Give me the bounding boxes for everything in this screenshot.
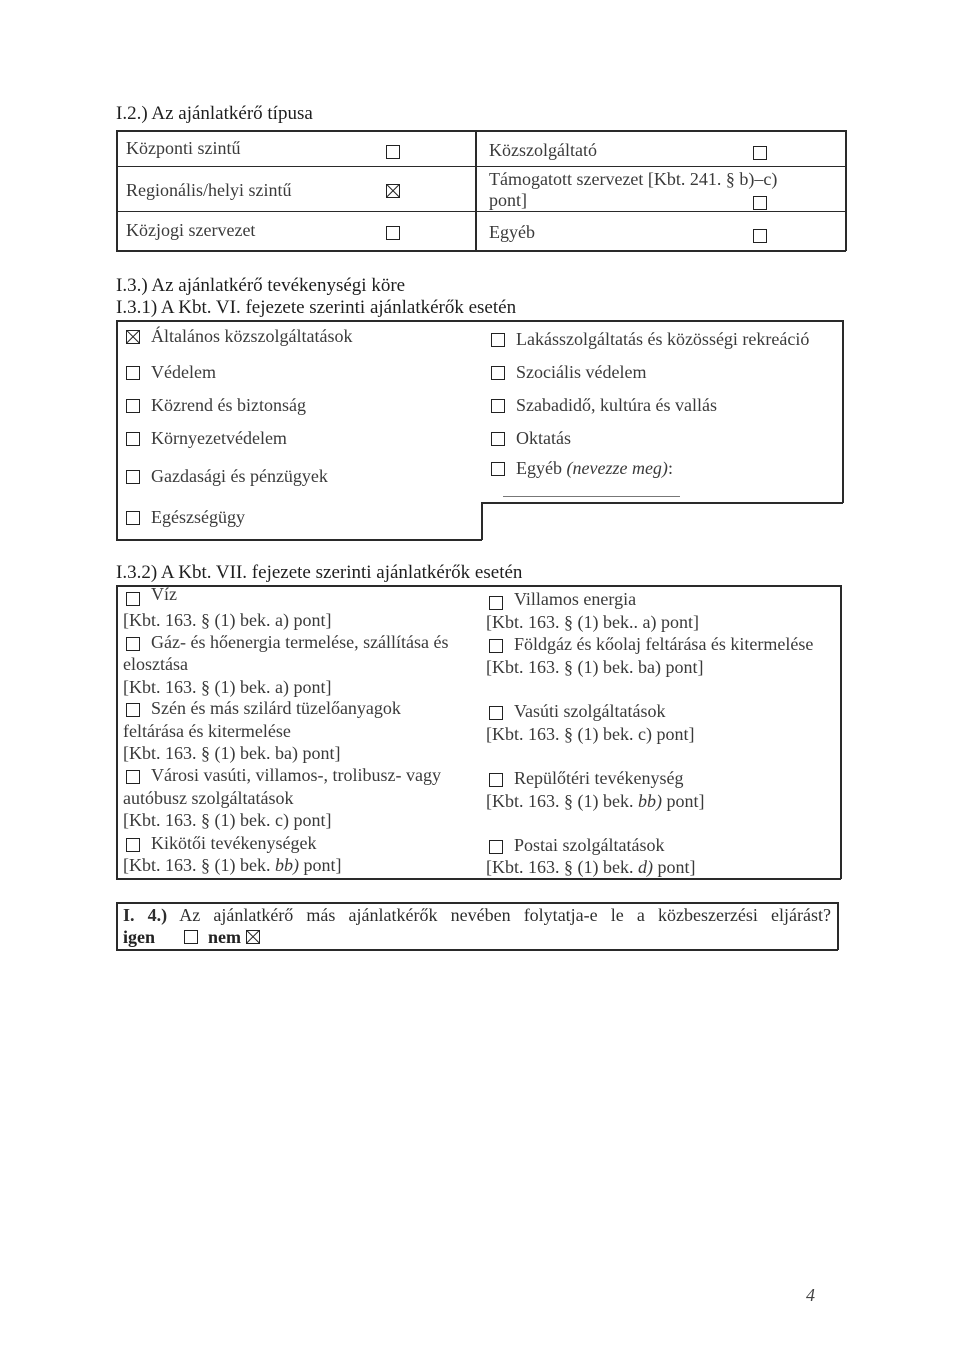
utility-electricity-ref: [Kbt. 163. § (1) bek.. a) pont] bbox=[486, 612, 699, 632]
utility-coal-ref: [Kbt. 163. § (1) bek. ba) pont] bbox=[123, 743, 341, 763]
utility-airport-ref: [Kbt. 163. § (1) bek. bb) pont] bbox=[486, 791, 705, 811]
answer-yes-checkbox[interactable] bbox=[184, 930, 198, 944]
type-label-other: Egyéb bbox=[489, 222, 535, 242]
activity-other-fill-line[interactable] bbox=[503, 496, 680, 497]
activity-general-checkbox[interactable] bbox=[126, 330, 140, 344]
utility-urban-transport-ref: [Kbt. 163. § (1) bek. c) pont] bbox=[123, 810, 332, 830]
utility-coal-label-2: feltárása és kitermelése bbox=[123, 721, 291, 741]
utility-postal-ref: [Kbt. 163. § (1) bek. d) pont] bbox=[486, 857, 696, 877]
utility-airport-label: Repülőtéri tevékenység bbox=[514, 768, 684, 788]
utility-oil-gas-checkbox[interactable] bbox=[489, 639, 503, 653]
activity-defence-checkbox[interactable] bbox=[126, 366, 140, 380]
utility-electricity-checkbox[interactable] bbox=[489, 596, 503, 610]
activity-economy-checkbox[interactable] bbox=[126, 470, 140, 484]
utility-gas-heat-ref: [Kbt. 163. § (1) bek. a) pont] bbox=[123, 677, 332, 697]
utility-electricity-label: Villamos energia bbox=[514, 589, 637, 609]
activity-leisure-label: Szabadidő, kultúra és vallás bbox=[516, 395, 717, 415]
activity-public-order-checkbox[interactable] bbox=[126, 399, 140, 413]
utility-port-ref: [Kbt. 163. § (1) bek. bb) pont] bbox=[123, 855, 342, 875]
utility-rail-ref: [Kbt. 163. § (1) bek. c) pont] bbox=[486, 724, 695, 744]
type-label-public-law: Közjogi szervezet bbox=[126, 220, 256, 240]
utility-water-ref: [Kbt. 163. § (1) bek. a) pont] bbox=[123, 610, 332, 630]
activity-education-label: Oktatás bbox=[516, 428, 571, 448]
answer-no-label: nem bbox=[208, 927, 241, 947]
type-label-regional: Regionális/helyi szintű bbox=[126, 180, 292, 200]
utility-urban-transport-label-1: Városi vasúti, villamos-, trolibusz- vagy bbox=[151, 765, 441, 785]
utility-gas-heat-label-1: Gáz- és hőenergia termelése, szállítása és bbox=[151, 632, 449, 652]
utility-coal-label-1: Szén és más szilárd tüzelőanyagok bbox=[151, 698, 401, 718]
activity-environment-label: Környezetvédelem bbox=[151, 428, 287, 448]
type-central-checkbox[interactable] bbox=[386, 145, 400, 159]
activity-general-label: Általános közszolgáltatások bbox=[151, 326, 353, 346]
type-public-law-checkbox[interactable] bbox=[386, 226, 400, 240]
section-i2-title: I.2.) Az ajánlatkérő típusa bbox=[116, 103, 313, 124]
utility-postal-label: Postai szolgáltatások bbox=[514, 835, 665, 855]
utility-urban-transport-checkbox[interactable] bbox=[126, 770, 140, 784]
utility-gas-heat-label-2: elosztása bbox=[123, 654, 188, 674]
activity-other-checkbox[interactable] bbox=[491, 462, 505, 476]
section-i4-question-line bbox=[123, 905, 831, 926]
type-supported-checkbox[interactable] bbox=[753, 196, 767, 210]
utility-oil-gas-label: Földgáz és kőolaj feltárása és kitermelése bbox=[514, 634, 814, 654]
answer-yes-label: igen bbox=[123, 927, 156, 947]
type-label-public-service: Közszolgáltató bbox=[489, 140, 597, 160]
activity-education-checkbox[interactable] bbox=[491, 432, 505, 446]
utility-rail-checkbox[interactable] bbox=[489, 706, 503, 720]
activity-health-label: Egészségügy bbox=[151, 507, 245, 527]
utility-urban-transport-label-2: autóbusz szolgáltatások bbox=[123, 788, 294, 808]
activity-social-label: Szociális védelem bbox=[516, 362, 647, 382]
activity-leisure-checkbox[interactable] bbox=[491, 399, 505, 413]
section-i32-title: I.3.2) A Kbt. VII. fejezete szerinti ajánlatkérők esetén bbox=[116, 562, 523, 583]
utility-water-checkbox[interactable] bbox=[126, 592, 140, 606]
activity-economy-label: Gazdasági és pénzügyek bbox=[151, 466, 328, 486]
activity-environment-checkbox[interactable] bbox=[126, 432, 140, 446]
type-other-checkbox[interactable] bbox=[753, 229, 767, 243]
utility-postal-checkbox[interactable] bbox=[489, 840, 503, 854]
section-i31-title: I.3.1) A Kbt. VI. fejezete szerinti ajánlatkérők esetén bbox=[116, 297, 517, 318]
type-label-supported-line2: pont] bbox=[489, 190, 527, 210]
utility-rail-label: Vasúti szolgáltatások bbox=[514, 701, 666, 721]
activity-housing-checkbox[interactable] bbox=[491, 333, 505, 347]
type-label-supported-line1: Támogatott szervezet [Kbt. 241. § b)–c) bbox=[489, 169, 778, 189]
page-number: 4 bbox=[806, 1285, 815, 1305]
utility-port-label: Kikötői tevékenységek bbox=[151, 833, 317, 853]
utility-coal-checkbox[interactable] bbox=[126, 703, 140, 717]
activity-housing-label: Lakásszolgáltatás és közösségi rekreáció bbox=[516, 329, 810, 349]
section-i4-question: Az ajánlatkérő más ajánlatkérők nevében folytatja-e le a közbeszerzési eljárást? bbox=[179, 905, 831, 925]
utility-water-label: Víz bbox=[151, 584, 177, 604]
section-i3-title: I.3.) Az ajánlatkérő tevékenységi köre bbox=[116, 275, 406, 296]
activity-social-checkbox[interactable] bbox=[491, 366, 505, 380]
utility-airport-checkbox[interactable] bbox=[489, 773, 503, 787]
type-label-central: Központi szintű bbox=[126, 138, 241, 158]
section-i4-prefix: I. 4.) bbox=[123, 905, 168, 925]
type-regional-checkbox[interactable] bbox=[386, 184, 400, 198]
utility-oil-gas-ref: [Kbt. 163. § (1) bek. ba) pont] bbox=[486, 657, 704, 677]
answer-no-checkbox[interactable] bbox=[246, 930, 260, 944]
activity-defence-label: Védelem bbox=[151, 362, 216, 382]
activity-public-order-label: Közrend és biztonság bbox=[151, 395, 306, 415]
utility-gas-heat-checkbox[interactable] bbox=[126, 637, 140, 651]
type-public-service-checkbox[interactable] bbox=[753, 146, 767, 160]
utility-port-checkbox[interactable] bbox=[126, 838, 140, 852]
activity-other-label: Egyéb (nevezze meg): bbox=[516, 458, 673, 478]
activity-health-checkbox[interactable] bbox=[126, 511, 140, 525]
